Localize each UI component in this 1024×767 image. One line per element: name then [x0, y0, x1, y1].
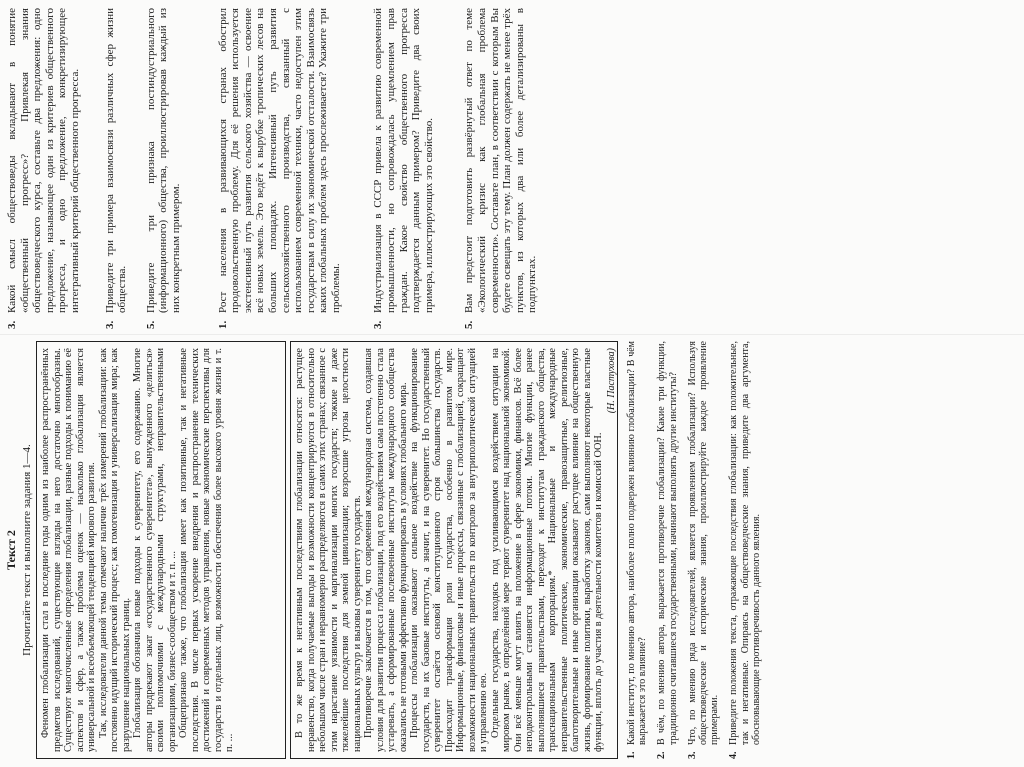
task-item	[104, 8, 129, 329]
task-number: 5.	[144, 320, 157, 329]
paragraph: Противоречие заключается в том, что современная международная система, создавшая условия для развития процесса глобализации, под его воздействием сама постепенно стала устаревать, а сформированные послевоенные институты международного сообщества оказались не готовыми эффективно функционировать в условиях глобального мира.	[363, 348, 409, 752]
question-text: Какой институт, по мнению автора, наиболее полно подвержен влиянию глобализации? В чём выражается это влияние?	[626, 341, 649, 745]
text-box-bottom	[290, 341, 618, 759]
question-text: В чём, по мнению автора, выражается противоречие глобализации? Какие три функции, традиционно считавшиеся государственными, начинают выполнять другие институты?	[656, 341, 679, 745]
task-text: Индустриализация в СССР привела к развитию современной промышленности, но сопровождалась ущемлением прав граждан. Какое свойство общественного прогресса подтверждается данным примером? Приведите два своих примера, иллюстрирующих это свойство.	[372, 8, 435, 313]
text-box-top	[36, 341, 286, 759]
paragraph: Процессы глобализации оказывают сильное воздействие на функционирование государств, на их базовые институты, а значит, и на суверенитет. Но государственный суверенитет остаётся основой конституционного строя большинства государств. Происходит трансформация роли государства, особенно в развитом мире. Информационные, финансовые и иные процессы, связанные с глобализацией, сокращают возможности национальных правительств по контролю за внутриполитической ситуацией и управлению ею.	[409, 348, 489, 752]
task-text: Приведите три признака постиндустриального (информационного) общества, проиллюстрировав каждый из них конкретным примером.	[144, 8, 182, 313]
task-text: Вам предстоит подготовить развёрнутый ответ по теме «Экологический кризис как глобальная проблема современности». Составьте план, в соответствии с которым Вы будете освещать эту тему. План должен содержать не менее трёх пунктов, из которых два или более детализированы в подпунктах.	[463, 8, 539, 313]
paragraph: Феномен глобализации стал в последние годы одним из наиболее распространённых предметов исследований, существующие взгляды на него достаточно многообразны. Существуют многочисленные определения глобализации, разные подходы к пониманию её аспектов и сфер, а также проблема оценок — насколько глобализация является универсальной и всеобъемлющей тенденцией мирового развития.	[40, 348, 97, 752]
task-item	[217, 8, 343, 329]
question-item	[656, 341, 678, 759]
paragraph: В то же время к негативным последствиям глобализации относятся: растущее неравенство, когда получаемые выгоды и возможности концентрируются в относительно небольшом числе стран и неравномерно распределяются в самих этих странах; связанное с этим нарастание уязвимости и маргинализации многих государств; тяжкие и даже тяжелейшие последствия для земной цивилизации; возросшие угрозы целостности национальных культур и вызовы суверенитету государств.	[294, 348, 363, 752]
question-number: 4.	[728, 751, 740, 759]
task-item	[372, 8, 435, 329]
task-item	[145, 8, 183, 329]
task-number: 1.	[216, 320, 229, 329]
text2-questions	[626, 341, 762, 759]
task-number: 5.	[463, 320, 476, 329]
question-item	[626, 341, 648, 759]
question-number: 2.	[656, 751, 668, 759]
author-attribution: (Н. Пастухова)	[605, 348, 617, 414]
task-text: Какой смысл обществоведы вкладывают в понятие «общественный прогресс»? Привлекая знания обществоведческого курса, составьте два предложения: одно предложение, называющее один из критериев общественного прогресса, и одно предложение, конкретизирующее интегративный критерий общественного прогресса.	[6, 8, 81, 313]
question-text: Приведите положения текста, отражающие последствия глобализации: как положительные, так и негативные. Опираясь на обществоведческие знания, приведите два аргумента, обосновывающие противоречивость данного явления.	[728, 341, 762, 745]
task-item	[463, 8, 539, 329]
question-number: 1.	[626, 751, 637, 759]
question-item	[728, 341, 762, 759]
paragraph: Отдельные государства, находясь под усиливающимся воздействием ситуации на мировом рынке, в определённой мере теряют суверенитет над национальной экономикой. Они всё меньше могут влиять на положение в сфере экономики, финансов. Всё более неподконтрольными становятся информационные потоки. Многие функции, ранее выполнявшиеся правительствами, переходят к институтам гражданского общества, транснациональным корпорациям.* Национальные и международные неправительственные политические, экономические, правозащитные, религиозные, благотворительные и иные организации оказывают растущее влияние на общественную жизнь, формирование политики, выработку законов, сами выполняют некоторые властные функции, вплоть до участия в деятельности комитетов и комиссий ООН.	[489, 348, 604, 752]
tasks-column	[0, 0, 1024, 333]
paragraph: Так, исследователи данной темы отмечают наличие трёх измерений глобализации: как постоянно идущий исторический процесс; как гомогенизация и универсализация мира; как разрушение национальных границ.	[97, 348, 132, 752]
task-number: 3.	[6, 320, 18, 329]
text2-subtitle: Прочитайте текст и выполните задания 1—4.	[21, 444, 33, 656]
question-number: 3.	[686, 751, 698, 759]
paragraph: Общепризнано также, что глобализация имеет как позитивные, так и негативные последствия. В числе первых ускорение внедрения и распространение технических достижений и современных методов управления, новые экономические перспективы для государств и отдельных лиц, возможности обеспечения более высокого уровня жизни и т. п. ...	[178, 348, 235, 752]
task-item	[6, 8, 82, 329]
task-text: Рост населения в развивающихся странах обострил продовольственную проблему. Для её решения используется экстенсивный путь развития сельского хозяйства — освоение всё новых земель. Это ведёт к вырубке тропических лесов на больших площадях. Интенсивный путь развития сельскохозяйственного производства, связанный с использованием современной техники, часто недоступен этим государствам в силу их экономической отсталости. Взаимосвязь каких глобальных проблем здесь прослеживается? Укажите три проблемы.	[216, 8, 342, 313]
task-text: Приведите три примера взаимосвязи различных сфер жизни общества.	[103, 8, 129, 313]
question-item	[687, 341, 721, 759]
paragraph: Глобализация обозначила новые подходы к суверенитету, его содержанию. Многие авторы предрекают закат «государственного суверенитета», вынужденного «делиться» своими полномочиями с международными структурами, неправительственными организациями, бизнес-сообществом и т. п. ...	[132, 348, 178, 752]
task-number: 3.	[103, 320, 116, 329]
task-number: 3.	[372, 320, 385, 329]
text2-column	[0, 335, 1024, 767]
question-text: Что, по мнению ряда исследователей, является проявлением глобализации? Используя обществоведческие и исторические знания, проиллюстрируйте каждое проявление примерами.	[686, 341, 721, 745]
text2-title: Текст 2	[4, 530, 18, 570]
